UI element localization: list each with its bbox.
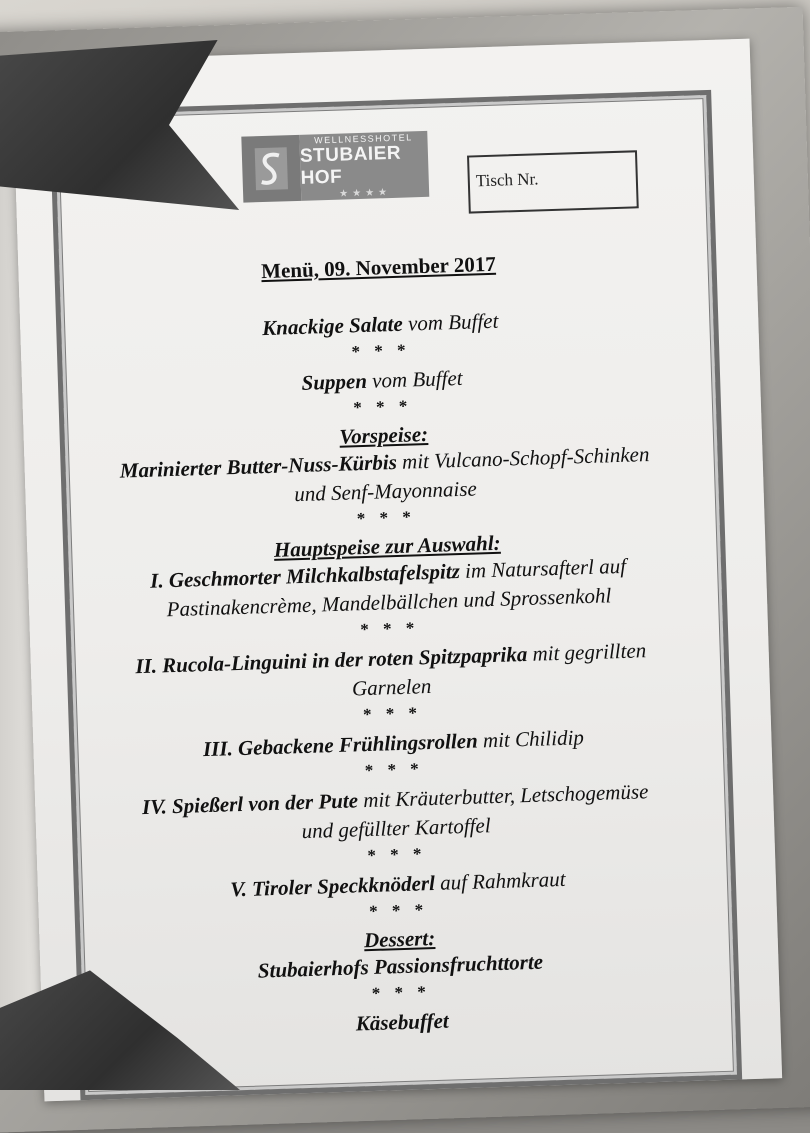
logo-wellnesshotel: WELLNESSHOTEL — [314, 131, 413, 145]
menu-title: Menü, 09. November 2017 — [260, 251, 497, 284]
vorspeise-heading: Vorspeise: — [339, 421, 429, 449]
separator: * * * — [360, 618, 420, 640]
main-course-1: I. Geschmorter Milchkalbstafelspitz im Natursafterl auf — [149, 553, 627, 593]
separator: * * * — [364, 759, 425, 781]
cheese-buffet: Käsebuffet — [355, 1008, 450, 1036]
menu-content — [58, 245, 722, 1047]
starter-salad: Knackige Salate vom Buffet — [261, 308, 499, 341]
starter-soup: Suppen vom Buffet — [301, 365, 463, 395]
separator: * * * — [356, 507, 417, 529]
main-course-2-line2: Garnelen — [351, 673, 432, 701]
separator: * * * — [367, 844, 427, 866]
main-course-3: III. Gebackene Frühlingsrollen mit Chilidip — [202, 725, 585, 762]
table-number-box: Tisch Nr. — [467, 150, 639, 213]
logo-stars: ★★★★ — [339, 186, 392, 200]
vorspeise-item: Marinierter Butter-Nuss-Kürbis mit Vulcano-Schopf-Schinken — [119, 442, 650, 483]
main-course-1-line2: Pastinakencrème, Mandelbällchen und Sprossenkohl — [166, 583, 612, 622]
vorspeise-item-line2: und Senf-Mayonnaise — [293, 476, 478, 507]
main-course-2: II. Rucola-Linguini in der roten Spitzpaprika mit gegrillten — [134, 638, 647, 679]
separator: * * * — [351, 340, 411, 362]
main-course-4: IV. Spießerl von der Pute mit Kräuterbutter, Letschogemüse — [141, 779, 649, 820]
hauptspeise-heading: Hauptspeise zur Auswahl: — [273, 530, 501, 562]
logo-stubaier-hof: STUBAIER HOF — [299, 142, 402, 189]
dessert-item: Stubaierhofs Passionsfruchttorte — [257, 949, 544, 983]
main-course-5: V. Tiroler Speckknöderl auf Rahmkraut — [229, 866, 566, 902]
logo-s-icon — [241, 135, 301, 203]
hotel-logo — [241, 131, 429, 203]
separator: * * * — [371, 982, 432, 1003]
dessert-heading: Dessert: — [363, 925, 436, 953]
main-course-4-line2: und gefüllter Kartoffel — [301, 813, 491, 844]
separator: * * * — [368, 900, 429, 922]
separator: * * * — [353, 396, 413, 418]
separator: * * * — [362, 703, 423, 725]
